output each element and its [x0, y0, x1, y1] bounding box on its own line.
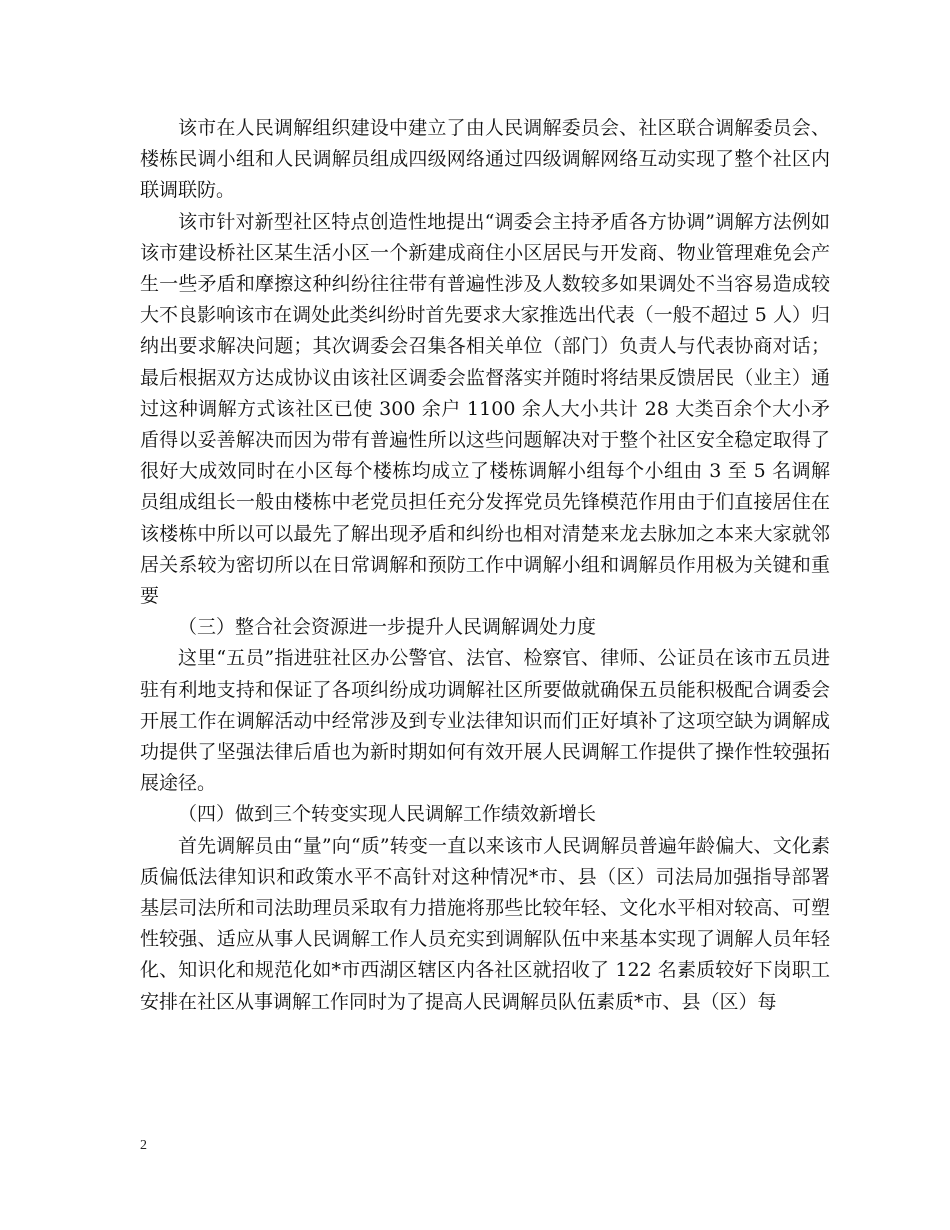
section-heading-3: （三）整合社会资源进一步提升人民调解调处力度 — [178, 616, 597, 639]
page-number: 2 — [140, 1138, 147, 1153]
paragraph-five-officers: 这里“五员”指进驻社区办公警官、法官、检察官、律师、公证员在该市五员进驻有利地支持和保证了各项纠纷成功调解社区所要做就确保五员能积极配合调委会开展工作在调解活动中经常涉及到专业法律知识而们正好填补了这项空缺为调解成功提供了坚强法律后盾也为新时期如何有效开展人民调解工作提供了操作性较强拓展途径。 — [140, 647, 830, 795]
paragraph-mediator-quality: 首先调解员由“量”向“质”转变一直以来该市人民调解员普遍年龄偏大、文化素质偏低法律知识和政策水平不高针对这种情况*市、县（区）司法局加强指导部署基层司法所和司法助理员采取有力措施将那些比较年轻、文化水平相对较高、可塑性较强、适应从事人民调解工作人员充实到调解队伍中来基本实现了调解人员年轻化、知识化和规范化如*市西湖区辖区内各社区就招收了 122 名素质较好下岗职工安排在社区从事调解工作同时为了提高人民调解员队伍素质*市、县（区）每 — [140, 834, 830, 1013]
section-heading-4: （四）做到三个转变实现人民调解工作绩效新增长 — [178, 803, 597, 826]
paragraph-organization-network: 该市在人民调解组织建设中建立了由人民调解委员会、社区联合调解委员会、楼栋民调小组和人民调解员组成四级网络通过四级调解网络互动实现了整个社区内联调联防。 — [140, 117, 830, 202]
paragraph-mediation-method: 该市针对新型社区特点创造性地提出“调委会主持矛盾各方协调”调解方法例如该市建设桥社区某生活小区一个新建成商住小区居民与开发商、物业管理难免会产生一些矛盾和摩擦这种纠纷往往带有普遍性涉及人数较多如果调处不当容易造成较大不良影响该市在调处此类纠纷时首先要求大家推选出代表（一般不超过 5 人）归纳出要求解决问题；其次调委会召集各相关单位（部门）负责人与代表协商对话；最后根据双方达成协议由该社区调委会监督落实并随时将结果反馈居民（业主）通过这种调解方式该社区已使 300 余户 1100 余人大小共计 28 大类百余个大小矛盾得以妥善解决而因为带有普遍性所以这些问题解决对于整个社区安全稳定取得了很好大成效同时在小区每个楼栋均成立了楼栋调解小组每个小组由 3 至 5 名调解员组成组长一般由楼栋中老党员担任充分发挥党员先锋模范作用由于们直接居住在该楼栋中所以可以最先了解出现矛盾和纠纷也相对清楚来龙去脉加之本来大家就邻居关系较为密切所以在日常调解和预防工作中调解小组和调解员作用极为关键和重要 — [140, 210, 830, 608]
document-body — [140, 113, 830, 1018]
